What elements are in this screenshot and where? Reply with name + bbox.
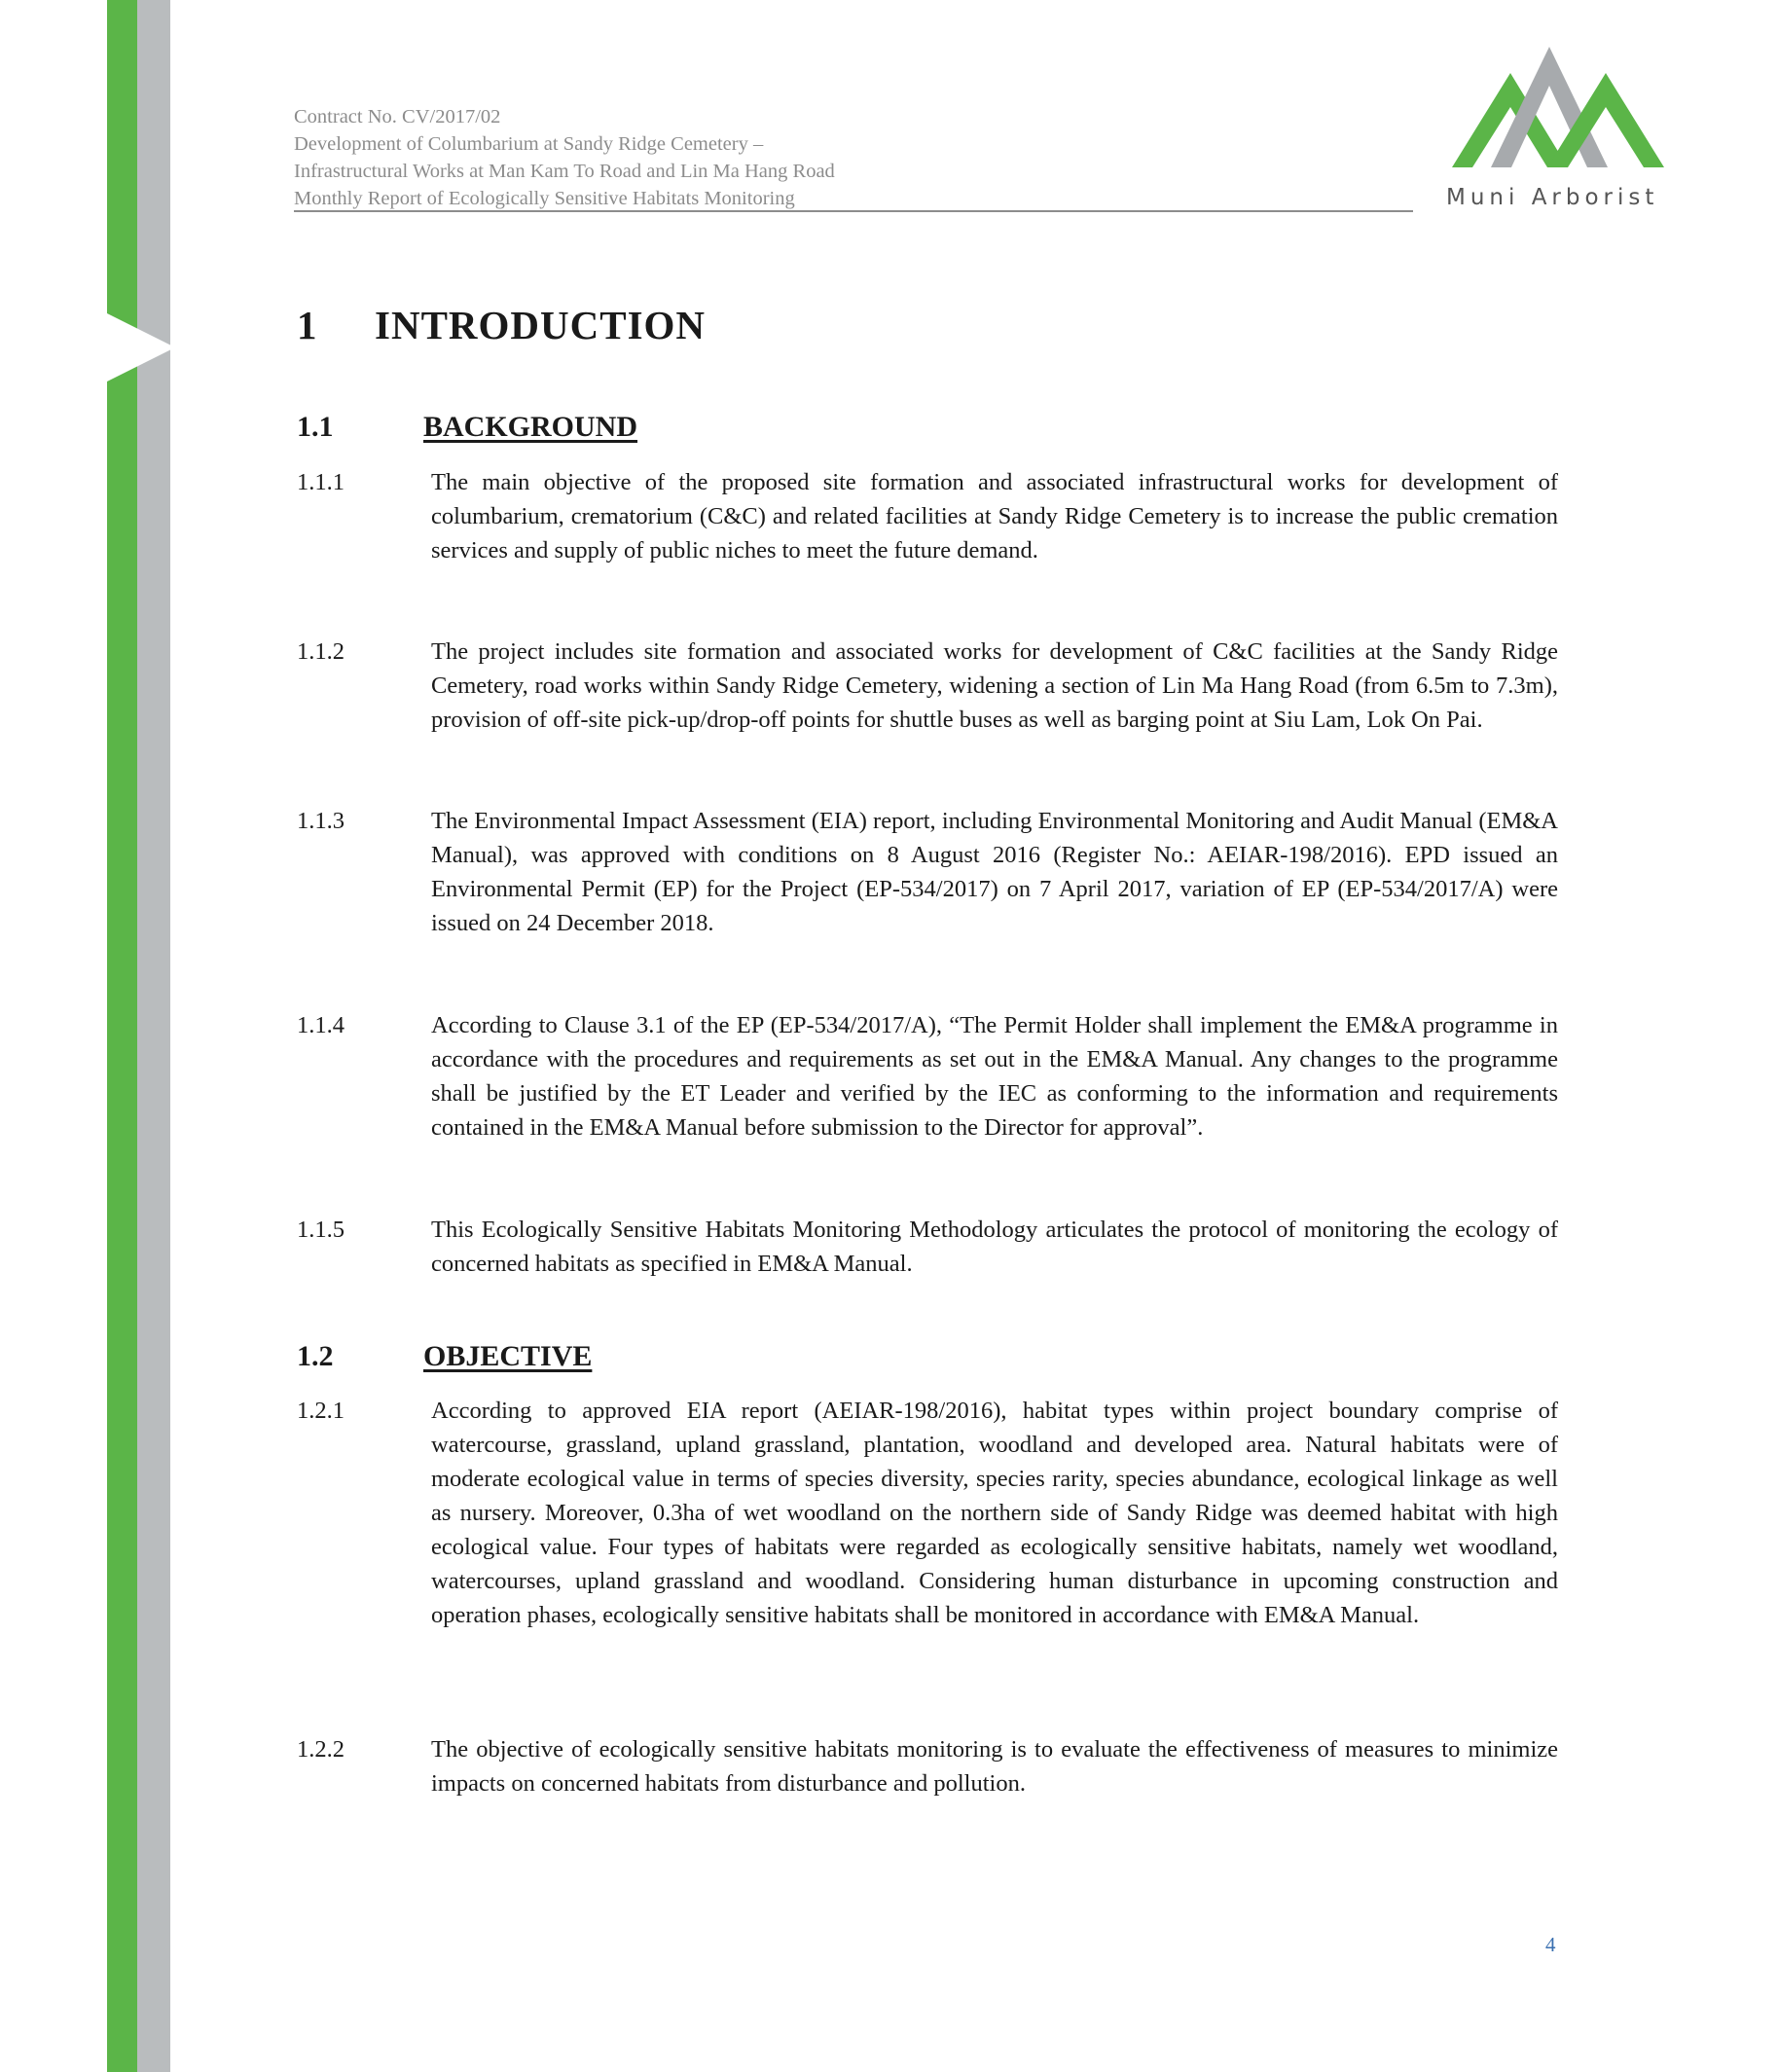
subsection-number: 1.1	[297, 411, 334, 443]
paragraph-number: 1.1.3	[297, 808, 345, 834]
paragraph-number: 1.2.1	[297, 1398, 345, 1424]
paragraph-number: 1.1.4	[297, 1012, 345, 1038]
section-number: 1	[297, 303, 318, 347]
paragraph-text: The Environmental Impact Assessment (EIA) report, including Environmental Monitoring and Audit Manual (EM&A Manual), was approved with conditions on 8 August 2016 (Register No.: AEIAR-198/2016). EPD issued an Environmental Permit (EP) for the Project (EP-534/2017) on 7 April 2017, variation of EP (EP-534/2017/A) were issued on 24 December 2018.	[431, 808, 1558, 936]
paragraph-number: 1.1.2	[297, 638, 345, 665]
header-divider	[294, 210, 1413, 212]
subsection-heading-objective	[297, 1340, 592, 1373]
paragraph-number: 1.1.1	[297, 469, 345, 495]
page-number: 4	[1545, 1933, 1556, 1956]
header-report-title: Monthly Report of Ecologically Sensitive Habitats Monitoring	[294, 188, 795, 209]
section-title: INTRODUCTION	[375, 303, 707, 347]
stripe-notch-arrow	[107, 313, 175, 382]
subsection-title: BACKGROUND	[423, 411, 638, 443]
left-gray-stripe	[137, 0, 170, 2072]
header-contract-no: Contract No. CV/2017/02	[294, 106, 501, 127]
paragraph-1-1-4	[297, 1008, 1562, 1145]
paragraph-text: According to approved EIA report (AEIAR-198/2016), habitat types within project boundary comprise of watercourse, grassland, upland grassland, plantation, woodland and developed area. Natural habitats were of moderate ecological value in terms of species diversity, species rarity, species abundance, ecological linkage as well as nursery. Moreover, 0.3ha of wet woodland on the northern side of Sandy Ridge was deemed habitat with high ecological value. Four types of habitats were regarded as ecologically sensitive habitats, namely wet woodland, watercourses, upland grassland and woodland. Considering human disturbance in upcoming construction and operation phases, ecologically sensitive habitats shall be monitored in accordance with EM&A Manual.	[431, 1398, 1558, 1628]
logo-wordmark: Muni Arborist	[1446, 185, 1659, 210]
paragraph-text: The main objective of the proposed site formation and associated infrastructural works for development of columbarium, crematorium (C&C) and related facilities at Sandy Ridge Cemetery is to increase the public cremation services and supply of public niches to meet the future demand.	[431, 469, 1558, 563]
document-header	[294, 103, 1413, 212]
paragraph-1-1-3	[297, 804, 1562, 940]
paragraph-1-1-2	[297, 635, 1562, 737]
paragraph-text: The project includes site formation and associated works for development of C&C facilities at the Sandy Ridge Cemetery, road works within Sandy Ridge Cemetery, widening a section of Lin Ma Hang Road (from 6.5m to 7.3m), provision of off-site pick-up/drop-off points for shuttle buses as well as barging point at Siu Lam, Lok On Pai.	[431, 638, 1558, 733]
subsection-number: 1.2	[297, 1340, 334, 1372]
paragraph-1-2-1	[297, 1394, 1562, 1632]
section-heading	[297, 302, 706, 348]
subsection-title: OBJECTIVE	[423, 1340, 593, 1372]
paragraph-number: 1.1.5	[297, 1217, 345, 1243]
paragraph-text: According to Clause 3.1 of the EP (EP-534/2017/A), “The Permit Holder shall implement the EM&A programme in accordance with the procedures and requirements as set out in the EM&A Manual. Any changes to the programme shall be justified by the ET Leader and verified by the IEC as conforming to the information and requirements contained in the EM&A Manual before submission to the Director for approval”.	[431, 1012, 1558, 1141]
paragraph-1-2-2	[297, 1732, 1562, 1800]
paragraph-text: The objective of ecologically sensitive habitats monitoring is to evaluate the effectiveness of measures to minimize impacts on concerned habitats from disturbance and pollution.	[431, 1736, 1558, 1797]
paragraph-number: 1.2.2	[297, 1736, 345, 1763]
header-project-line-2: Infrastructural Works at Man Kam To Road and Lin Ma Hang Road	[294, 161, 835, 182]
paragraph-1-1-1	[297, 465, 1562, 567]
paragraph-text: This Ecologically Sensitive Habitats Monitoring Methodology articulates the protocol of monitoring the ecology of concerned habitats as specified in EM&A Manual.	[431, 1217, 1558, 1277]
header-project-line-1: Development of Columbarium at Sandy Ridge Cemetery –	[294, 133, 764, 155]
paragraph-1-1-5	[297, 1213, 1562, 1281]
subsection-heading-background	[297, 411, 637, 444]
left-green-stripe	[107, 0, 137, 2072]
